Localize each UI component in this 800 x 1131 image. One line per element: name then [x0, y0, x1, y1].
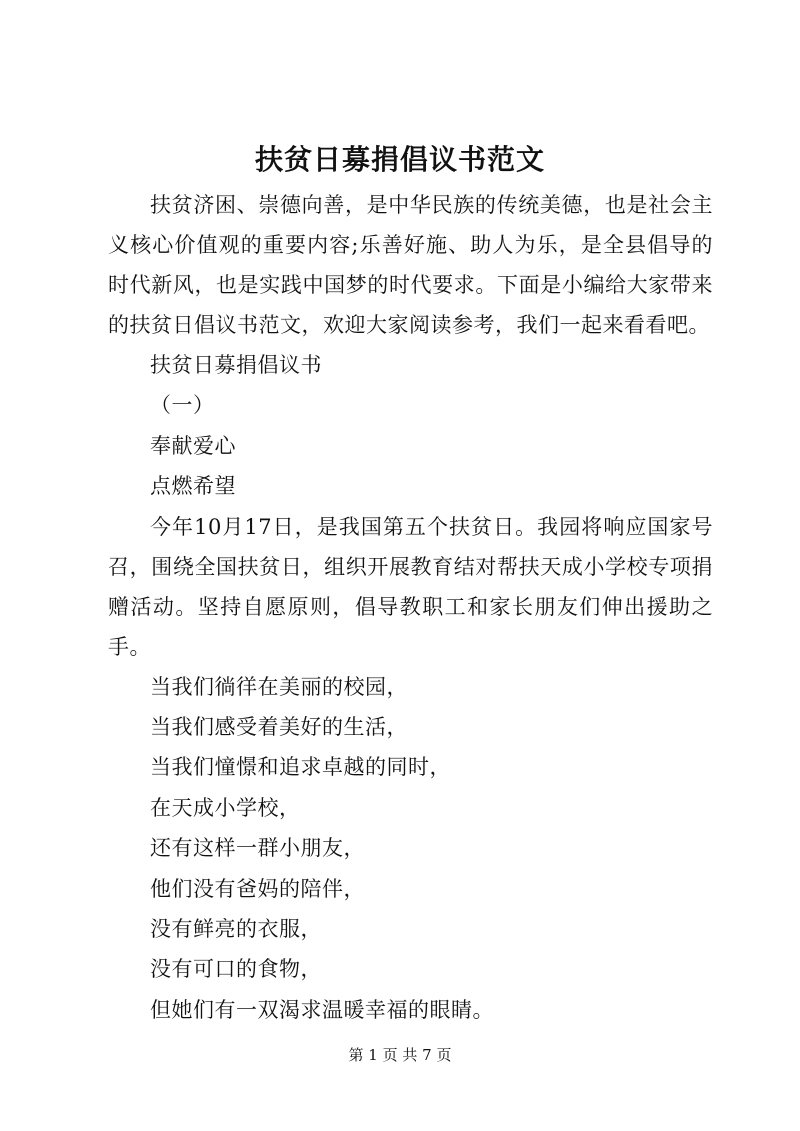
- heading-line-1: 奉献爱心: [150, 433, 236, 458]
- poem-line-2: 当我们感受着美好的生活，: [150, 715, 408, 740]
- page-footer: 第 1 页 共 7 页: [348, 1046, 452, 1064]
- poem-line-5: 还有这样一群小朋友，: [150, 836, 365, 861]
- poem-line-3: 当我们憧憬和追求卓越的同时，: [150, 755, 451, 780]
- heading-line-2: 点燃希望: [150, 474, 236, 499]
- poem-line-6: 他们没有爸妈的陪伴，: [150, 876, 365, 901]
- poem-line-4: 在天成小学校，: [150, 795, 301, 820]
- poem-line-8: 没有可口的食物，: [150, 957, 322, 982]
- poem-line-7: 没有鲜亮的衣服，: [150, 917, 322, 942]
- poem-line-9: 但她们有一双渴求温暖幸福的眼睛。: [150, 997, 494, 1022]
- subtitle-line: 扶贫日募捐倡议书: [150, 353, 322, 377]
- body-paragraph: 今年10月17日，是我国第五个扶贫日。我园将响应国家号召，围绕全国扶贫日，组织开展教育结对帮扶天成小学校专项捐赠活动。坚持自愿原则，倡导教职工和家长朋友们伸出援助之手。: [108, 514, 713, 659]
- intro-paragraph: 扶贫济困、崇德向善，是中华民族的传统美德，也是社会主义核心价值观的重要内容;乐善好施、助人为乐，是全县倡导的时代新风，也是实践中国梦的时代要求。下面是小编给大家带来的扶贫日倡议书范文，欢迎大家阅读参考，我们一起来看看吧。: [108, 193, 713, 337]
- section-number: （一）: [150, 393, 215, 418]
- document-title: 扶贫日募捐倡议书范文: [254, 143, 545, 176]
- document-body: [108, 185, 713, 1030]
- poem-line-1: 当我们徜徉在美丽的校园，: [150, 674, 408, 699]
